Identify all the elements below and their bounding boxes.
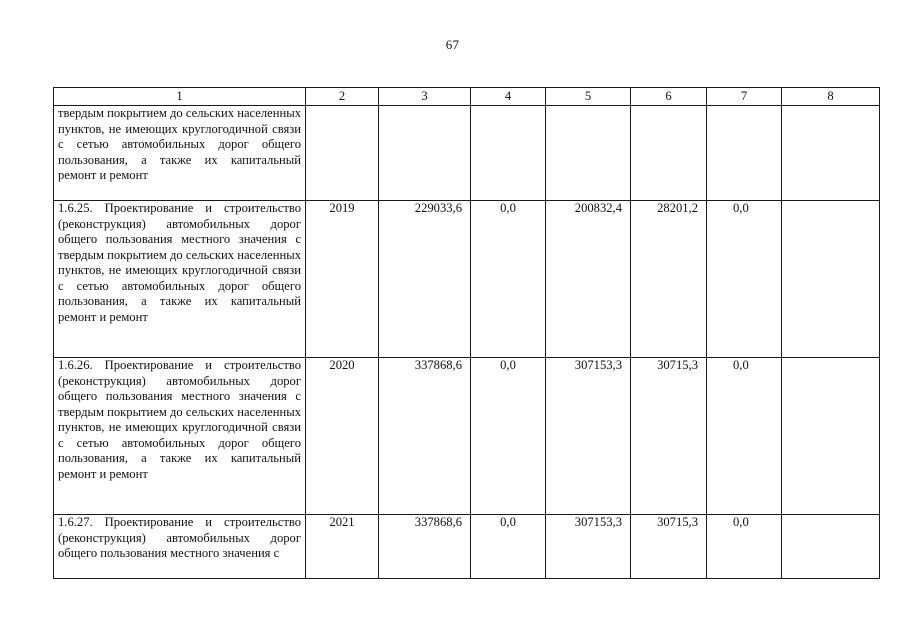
table-row: [54, 515, 880, 579]
row-col5: 307153,3: [546, 515, 631, 579]
row-col4: 0,0: [471, 515, 546, 579]
column-header: 3: [379, 88, 471, 106]
column-header: 7: [707, 88, 782, 106]
row-description: 1.6.25. Проектирование и строительство (реконструкция) автомобильных дорог общего пользования местного значения с твердым покрытием до сельских населенных пунктов, не имеющих круглогодичной связи с сетью автомобильных дорог общего пользования, а также их капитальный ремонт и ремонт: [54, 201, 306, 358]
table-row: [54, 358, 880, 515]
budget-table: [53, 87, 880, 579]
row-col8: [782, 358, 880, 515]
row-year: [306, 106, 379, 201]
row-col7: 0,0: [707, 201, 782, 358]
row-description: 1.6.26. Проектирование и строительство (реконструкция) автомобильных дорог общего пользования местного значения с твердым покрытием до сельских населенных пунктов, не имеющих круглогодичной связи с сетью автомобильных дорог общего пользования, а также их капитальный ремонт и ремонт: [54, 358, 306, 515]
row-col6: 28201,2: [631, 201, 707, 358]
row-col4: 0,0: [471, 201, 546, 358]
row-col6: 30715,3: [631, 515, 707, 579]
row-total: [379, 106, 471, 201]
row-description: 1.6.27. Проектирование и строительство (реконструкция) автомобильных дорог общего пользования местного значения с: [54, 515, 306, 579]
row-col4: [471, 106, 546, 201]
row-total: 337868,6: [379, 358, 471, 515]
row-col7: [707, 106, 782, 201]
column-header: 5: [546, 88, 631, 106]
page-number: 67: [445, 37, 460, 52]
row-col4: 0,0: [471, 358, 546, 515]
row-col6: [631, 106, 707, 201]
row-col5: [546, 106, 631, 201]
column-header: 4: [471, 88, 546, 106]
column-header: 8: [782, 88, 880, 106]
row-col7: 0,0: [707, 515, 782, 579]
column-header: 2: [306, 88, 379, 106]
row-col6: 30715,3: [631, 358, 707, 515]
column-header: 1: [54, 88, 306, 106]
row-year: 2020: [306, 358, 379, 515]
row-description: твердым покрытием до сельских населенных пунктов, не имеющих круглогодичной связи с сетью автомобильных дорог общего пользования, а также их капитальный ремонт и ремонт: [54, 106, 306, 201]
table-row: [54, 106, 880, 201]
table-row: [54, 201, 880, 358]
row-col5: 200832,4: [546, 201, 631, 358]
row-col8: [782, 106, 880, 201]
row-col5: 307153,3: [546, 358, 631, 515]
row-col7: 0,0: [707, 358, 782, 515]
row-total: 337868,6: [379, 515, 471, 579]
row-col8: [782, 201, 880, 358]
row-total: 229033,6: [379, 201, 471, 358]
header-row: [54, 88, 880, 106]
row-col8: [782, 515, 880, 579]
row-year: 2021: [306, 515, 379, 579]
column-header: 6: [631, 88, 707, 106]
row-year: 2019: [306, 201, 379, 358]
